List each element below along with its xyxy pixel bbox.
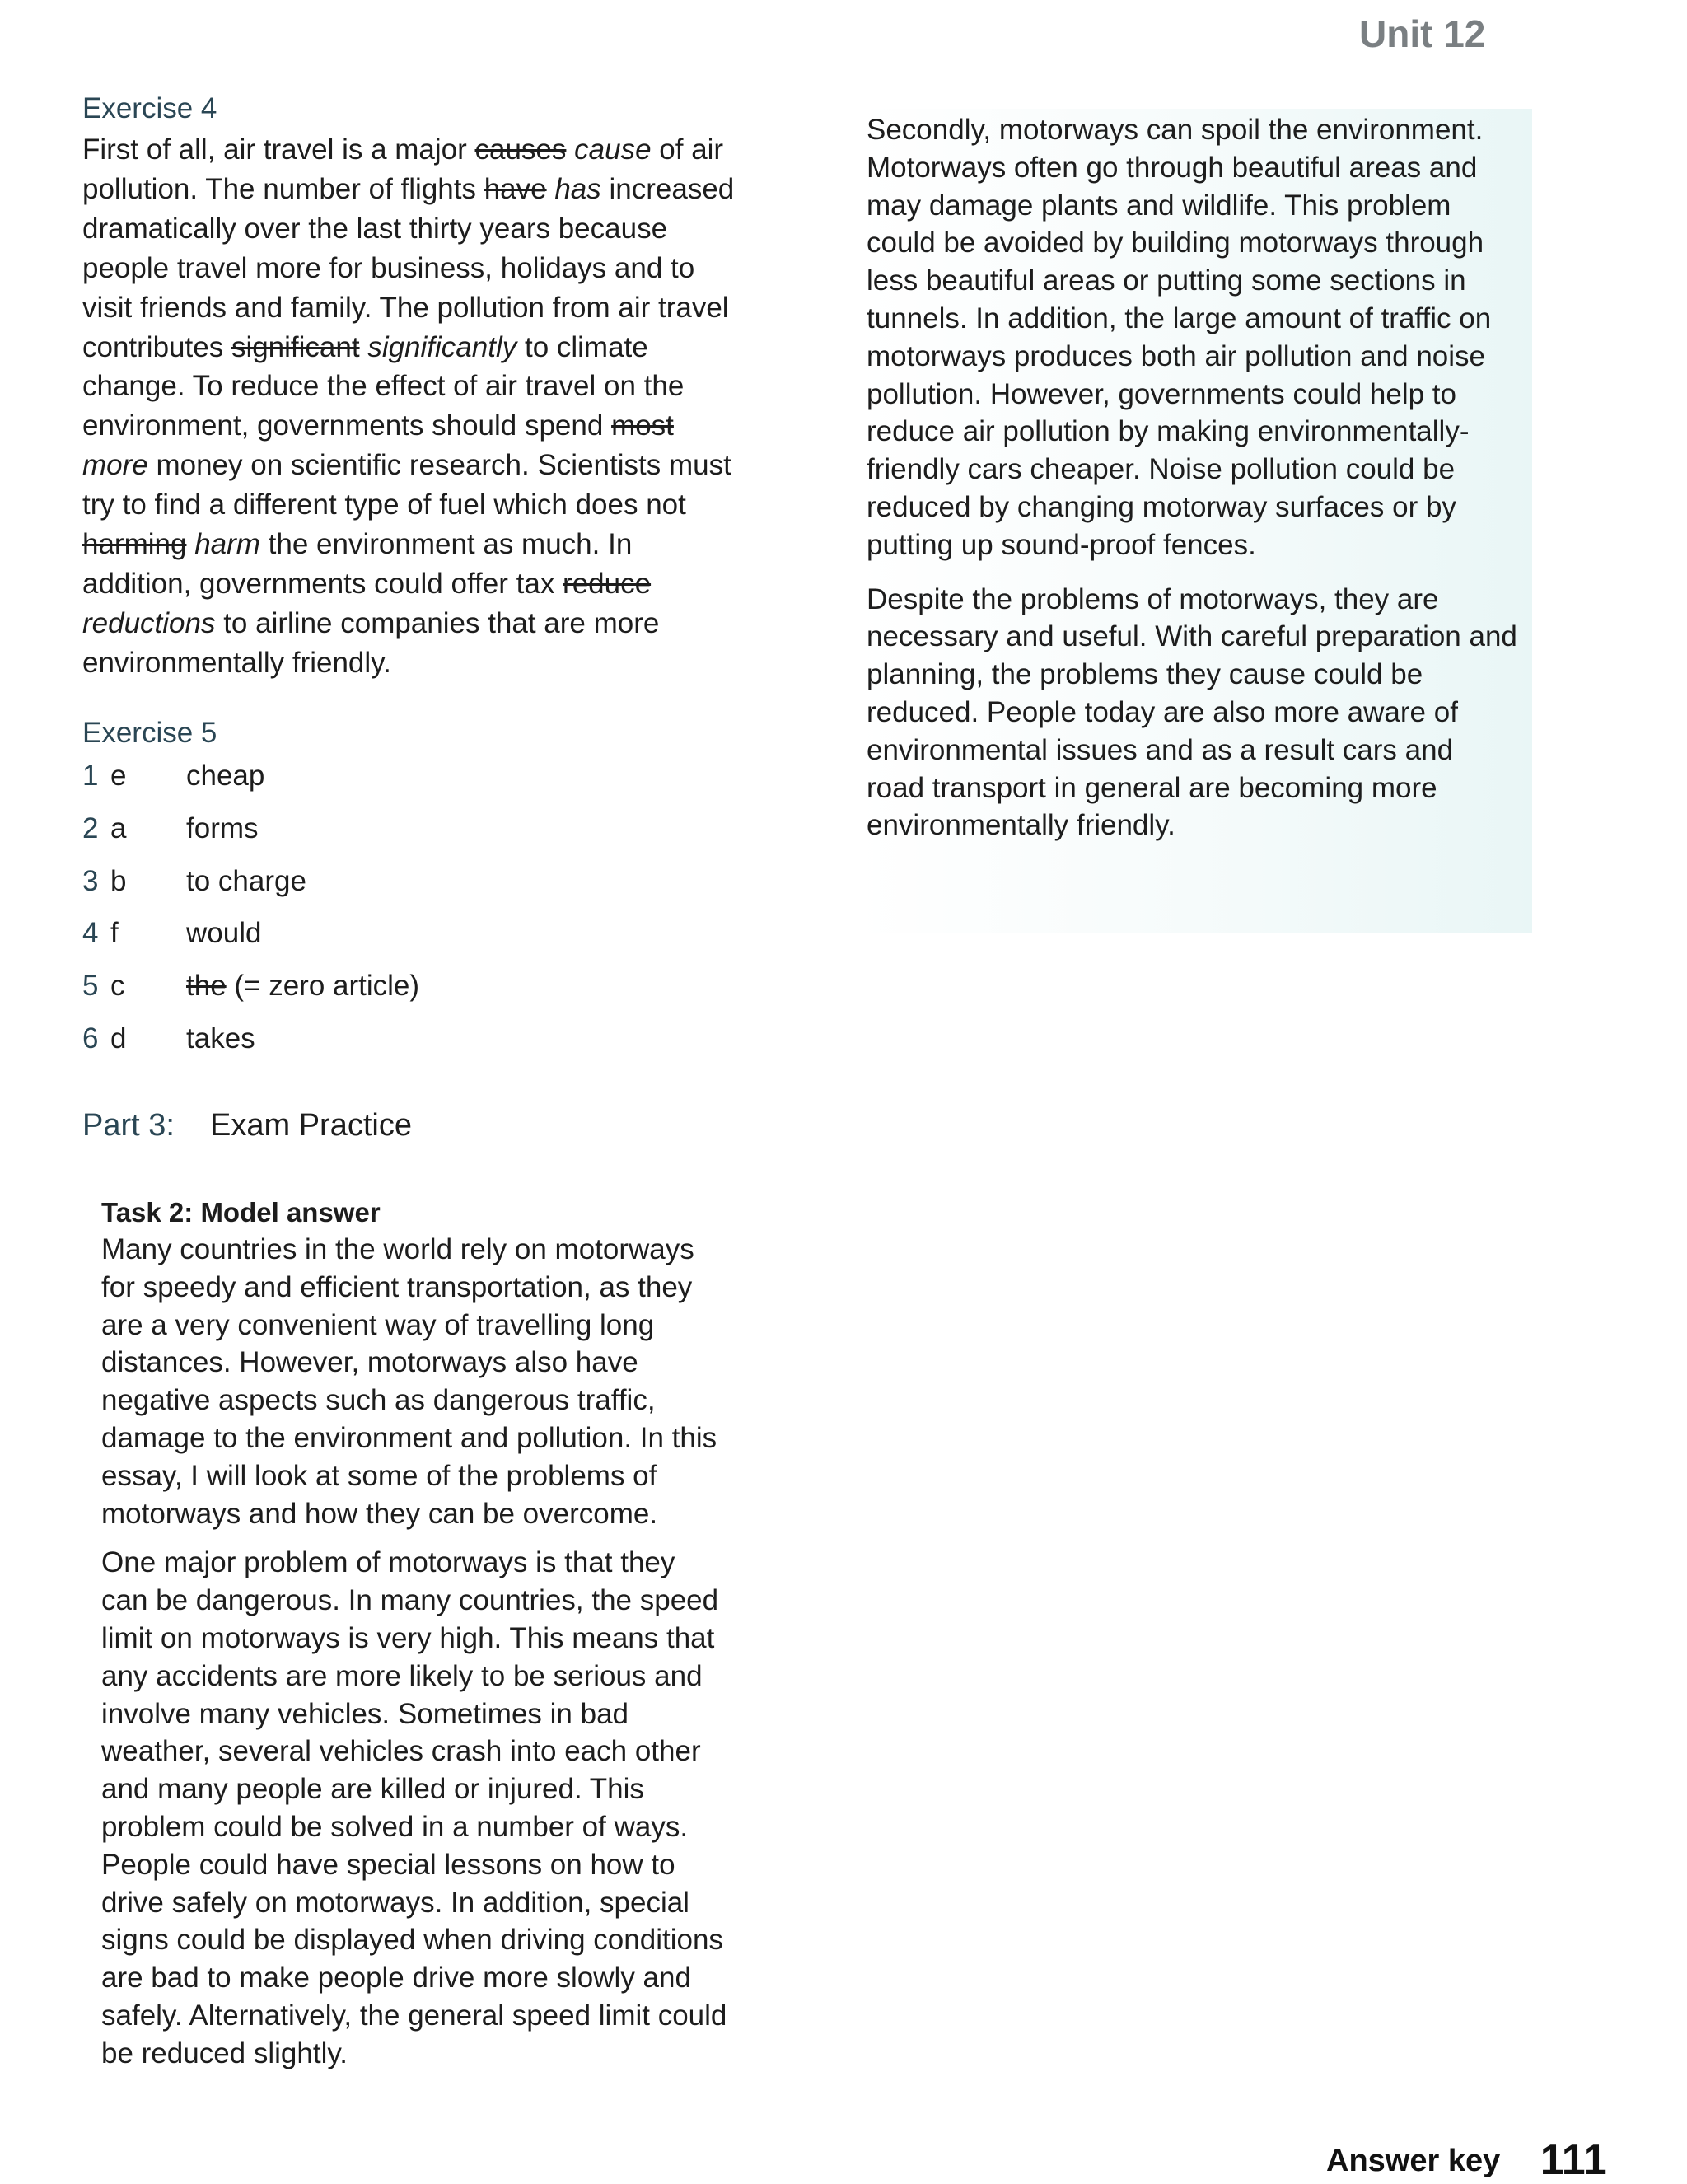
answer-letter: e: [110, 760, 127, 792]
answer-letter: f: [110, 917, 119, 950]
struck-word: reduce: [563, 567, 652, 600]
answer-word: cheap: [186, 760, 265, 792]
text-segment: First of all, air travel is a major: [82, 133, 475, 166]
task-paragraph: Many countries in the world rely on motorways for speedy and efficient transportation, as they are a very convenient way of travelling long distances. However, motorways also have negative aspects such as dangerous traffic, damage to the environment and pollution. In this essay, I will look at some of the problems of motorways and how they can be overcome.: [101, 1233, 717, 1530]
answer-word: forms: [186, 811, 259, 844]
answer-row: [82, 758, 659, 811]
corrected-word: cause: [574, 133, 652, 166]
text-segment: of air pollution. The number of flights: [82, 133, 724, 205]
answer-number: 5: [82, 970, 99, 1003]
answer-word: to charge: [186, 864, 306, 897]
answer-row: [82, 863, 659, 916]
struck-word: the: [186, 970, 227, 1003]
struck-word: have: [484, 172, 547, 205]
unit-title: Unit 12: [1359, 12, 1486, 55]
page-number: 111: [1540, 2136, 1607, 2184]
answer-number: 6: [82, 1022, 99, 1055]
part-label: Part 3:: [82, 1108, 175, 1143]
answer-letter: b: [110, 864, 127, 897]
answer-number: 4: [82, 917, 99, 950]
answer-number: 2: [82, 811, 99, 844]
right-column-text: [867, 111, 1517, 844]
answer-letter: a: [110, 811, 127, 844]
essay-paragraph: Despite the problems of motorways, they are necessary and useful. With careful preparation and planning, the problems they cause could be reduced. People today are also more aware of environmental issues and as a result cars and road transport in general are becoming more environmentally friendly.: [867, 582, 1517, 842]
task-title: Task 2: Model answer: [101, 1197, 381, 1228]
struck-word: harming: [82, 528, 187, 561]
corrected-word: reductions: [82, 606, 216, 639]
answer-row: [82, 915, 659, 968]
text-segment: to airline companies that are more environmentally friendly.: [82, 606, 660, 679]
answer-row: [82, 1021, 659, 1073]
exercise-4-heading: Exercise 4: [82, 92, 217, 124]
corrected-word: more: [82, 449, 148, 482]
struck-word: significant: [231, 330, 360, 363]
answer-letter: c: [110, 970, 125, 1003]
essay-paragraph: Secondly, motorways can spoil the environment. Motorways often go through beautiful areas and may damage plants and wildlife. This problem could be avoided by building motorways through less beautiful areas or putting some sections in tunnels. In addition, the large amount of traffic on motorways produces both air pollution and noise pollution. However, governments could help to reduce air pollution by making environmentally-friendly cars cheaper. Noise pollution could be reduced by changing motorway surfaces or by putting up sound-proof fences.: [867, 114, 1492, 561]
answer-row: [82, 968, 659, 1021]
corrected-word: significantly: [367, 330, 517, 363]
corrected-word: harm: [194, 528, 260, 561]
answer-word: takes: [186, 1022, 255, 1055]
footer-label: Answer key: [1326, 2144, 1501, 2178]
corrected-word: has: [554, 172, 601, 205]
struck-word: most: [611, 409, 674, 442]
answer-word: [186, 968, 419, 1004]
exercise-4-text: [82, 130, 741, 683]
answer-row: [82, 811, 659, 863]
exercise-5-heading: Exercise 5: [82, 717, 217, 749]
part-title: Exam Practice: [210, 1108, 412, 1143]
struck-word: causes: [474, 133, 567, 166]
task-2-model-answer: [101, 1195, 727, 2073]
text-segment: to climate change. To reduce the effect of air travel on the environment, governments should spend: [82, 330, 685, 442]
answer-number: 3: [82, 864, 99, 897]
answer-word: would: [186, 917, 262, 950]
answer-note: (= zero article): [226, 970, 420, 1003]
answer-number: 1: [82, 760, 99, 792]
page-footer: [1326, 2132, 1607, 2182]
exercise-5-answers: [82, 758, 659, 1073]
part-3-heading: [82, 1108, 412, 1143]
text-segment: money on scientific research. Scientists must try to find a different type of fuel which does not: [82, 449, 731, 521]
task-paragraph: One major problem of motorways is that they can be dangerous. In many countries, the speed limit on motorways is very high. This means that any accidents are more likely to be serious and involve many vehicles. Sometimes in bad weather, several vehicles crash into each other and many people are killed or injured. This problem could be solved in a number of ways. People could have special lessons on how to drive safely on motorways. In addition, special signs could be displayed when driving conditions are bad to make people drive more slowly and safely. Alternatively, the general speed limit could be reduced slightly.: [101, 1546, 727, 2069]
text-segment: increased dramatically over the last thirty years because people travel more for business, holidays and to visit friends and family. The pollution from air travel contributes: [82, 172, 735, 363]
text-segment: the environment as much. In addition, governments could offer tax: [82, 528, 633, 600]
answer-letter: d: [110, 1022, 127, 1055]
